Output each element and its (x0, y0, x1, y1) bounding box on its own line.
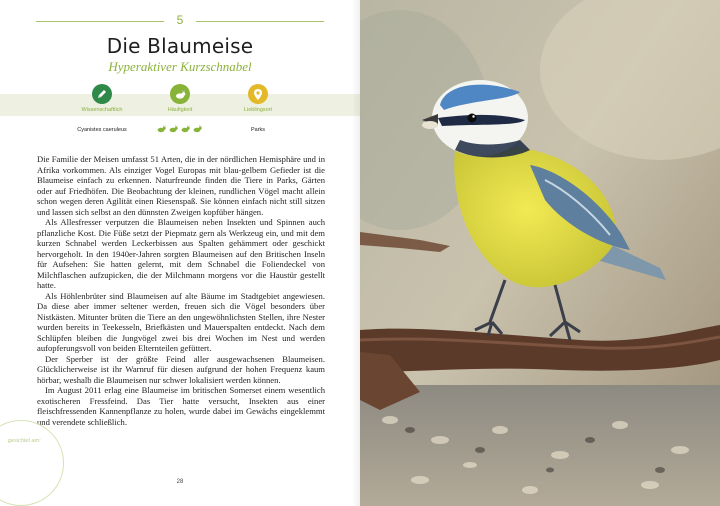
rabbit-icon (170, 125, 178, 133)
fact-value-favorite-place: Parks (250, 127, 266, 133)
chapter-number: 5 (176, 13, 184, 27)
location-pin-icon-graphic (252, 88, 264, 101)
blue-tit-photo (360, 0, 720, 506)
chapter-rule-right (196, 21, 324, 22)
page-number: 28 (176, 479, 184, 485)
page-title: Die Blaumeise (106, 34, 254, 58)
page-subtitle: Hyperaktiver Kurzschnabel (108, 59, 252, 74)
paragraph: Die Familie der Meisen umfasst 51 Arten, die in der nördlichen Hemisphäre und in Afrika vorkommen. Als einziger Vogel Europas mit blau-gelbem Gefieder ist die Blaumeise einfach zu erkennen. Naturfreunde finden die Tiere in Parks, Gärten oder auf Friedhöfen. Die Beobachtung der kleinen, rundlichen Vögel macht allein schon wegen deren Agilität einen Riesenspaß. Sie können einfach nicht still sitzen und lassen sich selbst an den dünnsten Zweigen kopfüber hängen. (37, 154, 325, 217)
paragraph: Als Allesfresser verputzen die Blaumeisen neben Insekten und Spinnen auch pflanzliche Kost. Die Füße setzt der Piepmatz gern als Werkzeug ein, und mit dem kurzen Schnabel werden Leckerbissen aus Spalten gehämmert oder geschickt hervorgeholt. In den 1940er-Jahren sorgten Blaumeisen auf den Britischen Inseln für Aufsehen: Sie hatten gelernt, mit dem Schnabel die Foliendeckel von Milchflaschen aufzupicken, die der Milchmann morgens vor die Haustür gestellt hatte. (37, 217, 325, 290)
fact-label: Wissenschaftlich (81, 107, 123, 113)
paragraph: Der Sperber ist der größte Feind aller ausgewachsenen Blaumeisen. Glücklicherweise ist ihr Warnruf für diesen aufgrund der hohen Frequenz kaum hörbar, weshalb die Blaumeisen nur schwer lokalisiert werden können. (37, 353, 325, 385)
photo-blue-tit (360, 0, 720, 506)
rabbit-icon-graphic (174, 88, 187, 100)
article-body (37, 154, 325, 427)
chapter-rule-left (36, 21, 164, 22)
rabbit-icon (170, 84, 190, 104)
paragraph: Als Höhlenbrüter sind Blaumeisen auf alte Bäume im Stadtgebiet angewiesen. Da diese aber immer seltener werden, freuen sich die Vögel besonders über Nistkästen. Mitunter brüten die Tiere an den ungewöhnlichsten Stellen, ihre Nester wurden bereits in Teekesseln, Briefkästen und Mauerspalten entdeckt. Nach dem Schlüpfen bleiben die Jungvögel zwei bis drei Wochen im Nest und werden aufopferungsvoll von beiden Elternteilen gefüttert. (37, 290, 325, 353)
rabbit-icon (182, 125, 190, 133)
fact-favorite-place (208, 84, 308, 113)
rabbit-icon (158, 125, 166, 133)
rabbit-icon (194, 125, 202, 133)
sighting-stamp-circle (0, 420, 64, 506)
fact-label: Lieblingsort (243, 107, 273, 113)
frequency-rating (156, 124, 204, 133)
fact-label: Häufigkeit (167, 107, 193, 113)
bird-eye (468, 114, 477, 123)
page-gutter (352, 0, 360, 506)
paragraph: Im August 2011 erlag eine Blaumeise im britischen Somerset einem wesentlich exotischeren Fressfeind. Das Tier hatte versucht, Insekten aus einer fleischfressenden Kannenpflanze zu holen, wurde dabei im Gewächs eingeklemmt und verendete schließlich. (37, 385, 325, 427)
seed-ground (360, 385, 720, 506)
location-pin-icon (248, 84, 268, 104)
fact-value-scientific: Cyanistes caeruleus (77, 127, 127, 133)
sighting-stamp-label: gesichtet am: (8, 438, 41, 444)
pen-icon (92, 84, 112, 104)
chapter-header (36, 14, 324, 28)
pen-icon-graphic (96, 88, 108, 100)
